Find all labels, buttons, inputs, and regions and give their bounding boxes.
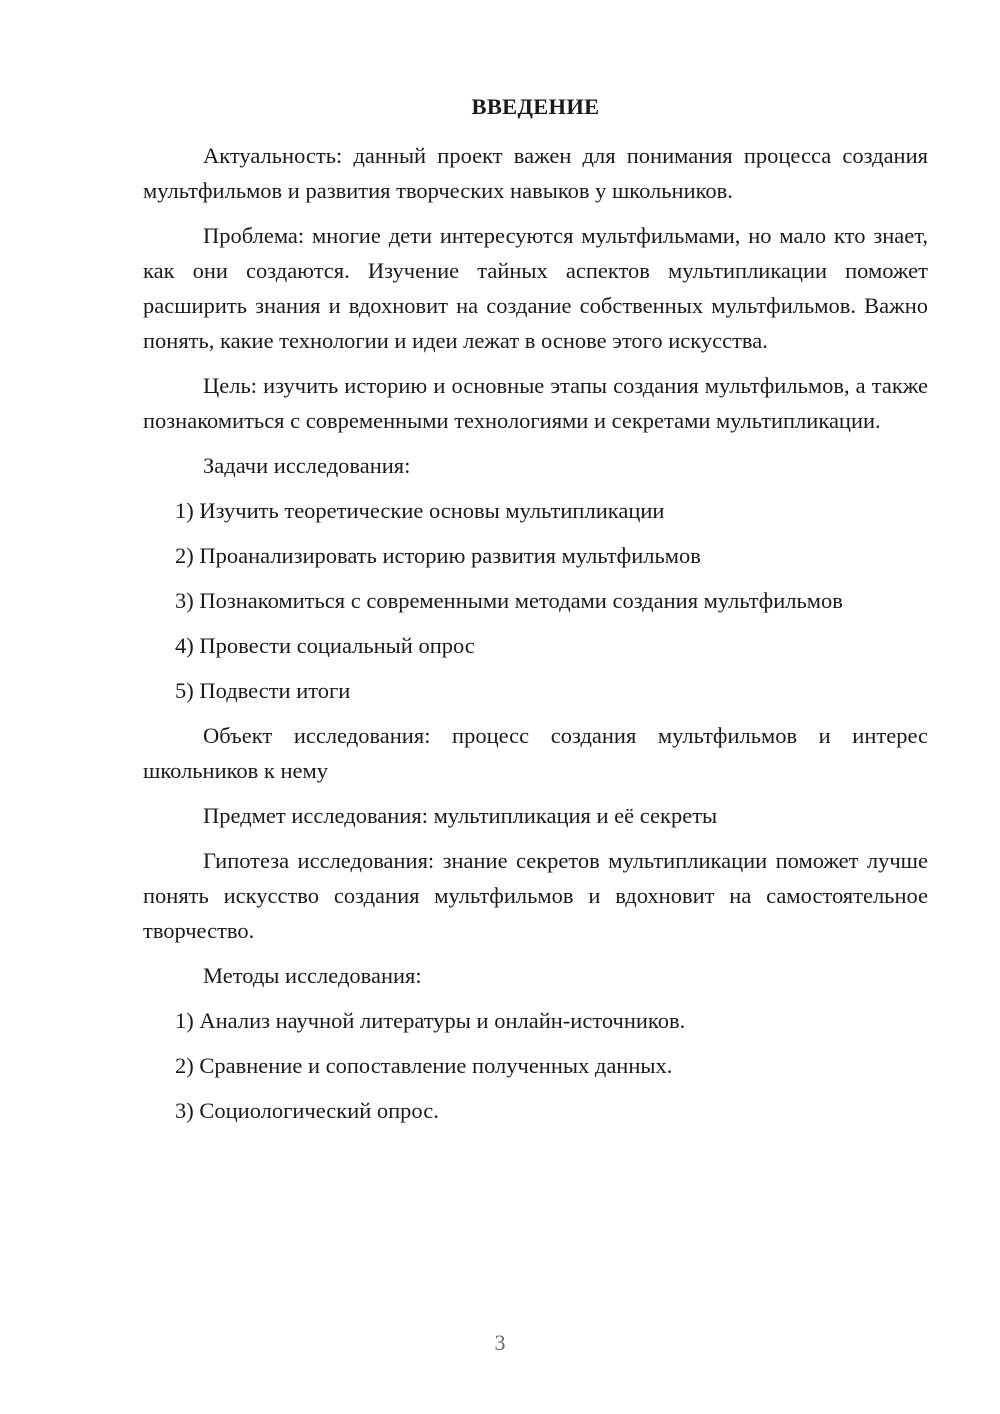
goal-paragraph: Цель: изучить историю и основные этапы создания мультфильмов, а также познакомиться с современными технологиями и секретами мультипликации. [143,373,928,433]
task-item: 5) Подвести итоги [175,678,351,703]
task-item: 3) Познакомиться с современными методами создания мультфильмов [175,588,843,613]
subject-paragraph: Предмет исследования: мультипликация и её секреты [203,803,718,828]
tasks-heading: Задачи исследования: [203,453,411,478]
section-title: ВВЕДЕНИЕ [471,94,600,119]
relevance-paragraph: Актуальность: данный проект важен для понимания процесса создания мультфильмов и развития творческих навыков у школьников. [143,143,928,203]
hypothesis-paragraph: Гипотеза исследования: знание секретов мультипликации поможет лучше понять искусство создания мультфильмов и вдохновит на самостоятельное творчество. [143,848,928,943]
task-item: 4) Провести социальный опрос [175,633,475,658]
tasks-list [143,493,928,708]
task-item: 1) Изучить теоретические основы мультипликации [175,498,665,523]
methods-list [143,1003,928,1128]
method-item: 3) Социологический опрос. [175,1098,439,1123]
object-paragraph: Объект исследования: процесс создания мультфильмов и интерес школьников к нему [143,723,928,783]
problem-paragraph: Проблема: многие дети интересуются мультфильмами, но мало кто знает, как они создаются. Изучение тайных аспектов мультипликации поможет расширить знания и вдохновит на создание собственных мультфильмов. Важно понять, какие технологии и идеи лежат в основе этого искусства. [143,223,928,353]
task-item: 2) Проанализировать историю развития мультфильмов [175,543,701,568]
page-number: 3 [494,1330,506,1355]
page-content [143,94,928,1138]
method-item: 1) Анализ научной литературы и онлайн-источников. [175,1008,686,1033]
methods-heading: Методы исследования: [203,963,422,988]
method-item: 2) Сравнение и сопоставление полученных данных. [175,1053,673,1078]
